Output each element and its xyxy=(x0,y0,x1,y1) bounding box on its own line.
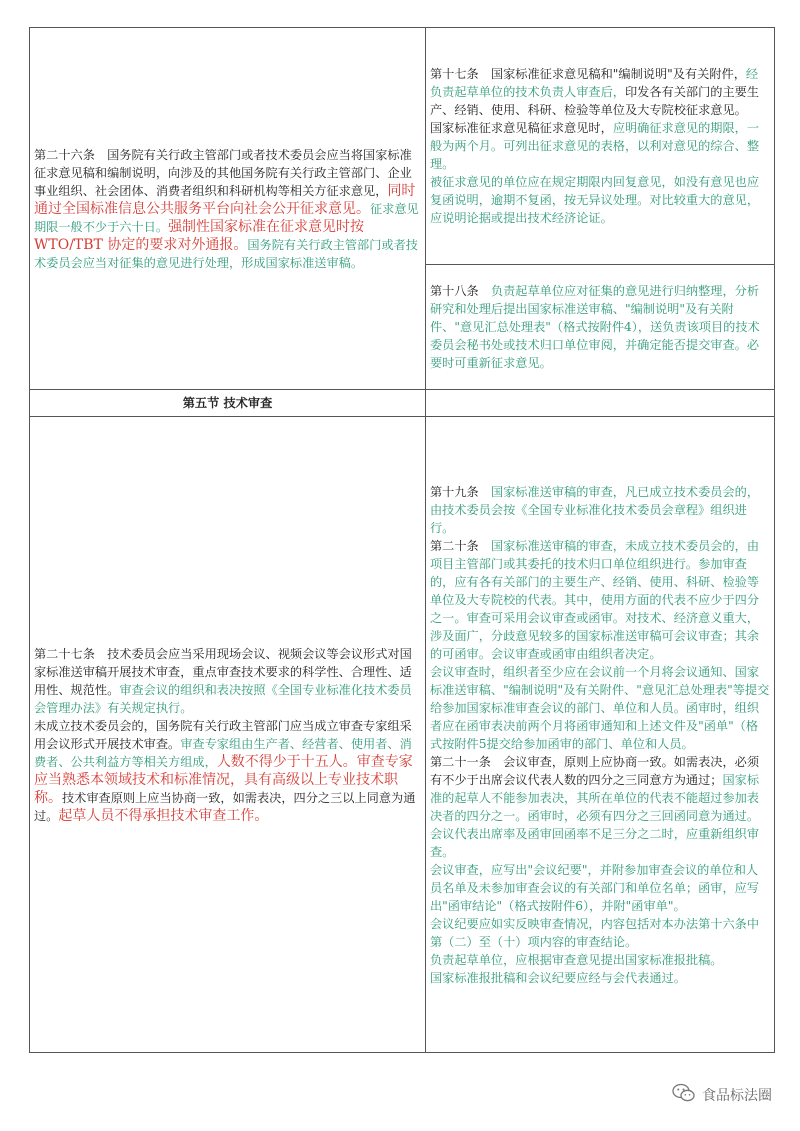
text-run: 审查专家组由生产者、经营者、使用者、消费者、公共利益方等相关方组成， xyxy=(34,736,412,769)
table-row xyxy=(30,417,775,1053)
article-21-text xyxy=(430,753,770,861)
article-17-para-3 xyxy=(430,173,770,227)
article-21-para-2 xyxy=(430,861,770,915)
article-17-para-1 xyxy=(430,65,770,119)
text-run: 第二十一条 会议审查，原则上应协商一致。如需表决，必须有不少于出席会议代表人数的四分之三同意方为通过； xyxy=(430,754,760,787)
article-18-text xyxy=(430,282,770,372)
article-26-text xyxy=(34,146,421,272)
article-21-para-3 xyxy=(430,915,770,951)
article-21-para-5 xyxy=(430,969,770,987)
text-run: 第二十条 xyxy=(430,538,491,553)
text-run: 负责起草单位应对征集的意见进行归纳整理，分析研究和处理后提出国家标准送审稿、"编制说明"及有关附件、"意见汇总处理表"（格式按附件4），送负责该项目的技术委员会秘书处或技术归口单位审阅，并确定能否提交审查。必要时可重新征求意见。 xyxy=(430,284,760,370)
text-run: 第十八条 xyxy=(430,284,491,298)
text-run: 技术审查原则上应当协商一致，如需表决，四分之三以上同意为通过。 xyxy=(34,790,416,823)
text-run: 第十七条 国家标准征求意见稿和"编制说明"及有关附件， xyxy=(430,67,746,81)
text-run: 第二十六条 国务院有关行政主管部门或者技术委员会应当将国家标准征求意见稿和编制说明，向涉及的其他国务院有关行政主管部门、企业事业组织、社会团体、消费者组织和科研机构等相关方征求意见， xyxy=(34,147,412,198)
text-run: 会议纪要应如实反映审查情况，内容包括对本办法第十六条中第（二）至（十）项内容的审查结论。 xyxy=(430,916,760,949)
text-run: 人数不得少于十五人。审查专家应当熟悉本领域技术和标准情况，具有高级以上专业技术职称。 xyxy=(34,753,413,806)
text-run: 国务院有关行政主管部门或者技术委员会应当对征集的意见进行处理，形成国家标准送审稿。 xyxy=(34,237,418,270)
text-run: 会议审查，应写出"会议纪要"，并附参加审查会议的单位和人员名单及未参加审查会议的有关部门和单位名单；函审，应写出"函审结论"（格式按附件6），并附"函审单"。 xyxy=(430,862,760,913)
article-19-text xyxy=(430,483,770,537)
table-row xyxy=(30,390,775,417)
table-row xyxy=(30,28,775,265)
text-run: 国家标准送审稿的审查，凡已成立技术委员会的，由技术委员会按《全国专业标准化技术委员会章程》组织进行。 xyxy=(430,484,760,535)
article-17-cell xyxy=(426,28,775,265)
article-21-para-4 xyxy=(430,951,770,969)
text-run: 起草人员不得承担技术审查工作。 xyxy=(58,807,269,824)
watermark xyxy=(672,1083,772,1107)
article-20-text xyxy=(430,537,770,663)
comparison-table xyxy=(29,27,775,1053)
text-run: 印发各有关部门的主要生产、经销、使用、科研、检验等单位及大专院校征求意见。 xyxy=(430,85,760,117)
article-26-cell xyxy=(30,28,426,390)
text-run: 强制性国家标准在征求意见时按 WTO/TBT 协定的要求对外通报。 xyxy=(34,218,365,253)
article-18-cell xyxy=(426,265,775,390)
article-17-para-2 xyxy=(430,119,770,173)
text-run: 审查会议的组织和表决按照《全国专业标准化技术委员会管理办法》有关规定执行。 xyxy=(34,682,412,715)
text-run: 经负责起草单位的技术负责人审查后， xyxy=(430,67,759,99)
section-5-title: 第五节 技术审查 xyxy=(30,390,426,417)
article-27-cell xyxy=(30,417,426,1053)
text-run: 国家标准报批稿和会议纪要应经与会代表通过。 xyxy=(430,970,686,985)
article-19-21-cell xyxy=(426,417,775,1053)
article-20-para-2 xyxy=(430,663,770,753)
text-run: 负责起草单位，应根据审查意见提出国家标准报批稿。 xyxy=(430,952,723,967)
text-run: 国家标准送审稿的审查，未成立技术委员会的，由项目主管部门或其委托的技术归口单位组织进行。参加审查的，应有各有关部门的主要生产、经销、使用、科研、检验等单位及大专院校的代表。其中，使用方面的代表不应少于四分之一。审查可采用会议审查或函审。对技术、经济意义重大，涉及面广，分歧意见较多的国家标准送审稿可会议审查；其余的可函审。会议审查或函审由组织者决定。 xyxy=(430,538,760,661)
text-run: 被征求意见的单位应在规定期限内回复意见，如没有意见也应复函说明，逾期不复函，按无异议处理。对比较重大的意见，应说明论据或提出技术经济论证。 xyxy=(430,175,760,225)
article-27-para-2 xyxy=(34,717,421,825)
wechat-icon xyxy=(672,1083,702,1107)
text-run: 未成立技术委员会的，国务院有关行政主管部门应当成立审查专家组采用会议形式开展技术审查。 xyxy=(34,718,412,751)
text-run: 会议审查时，组织者至少应在会议前一个月将会议通知、国家标准送审稿、"编制说明"及有关附件、"意见汇总处理表"等提交给参加国家标准审查会议的部门、单位和人员。函审时，组织者应在函审表决前两个月将函审通知和上述文件及"函单"（格式按附件5提交给参加函审的部门、单位和人员。 xyxy=(430,664,770,751)
text-run: 国家标准的起草人不能参加表决，其所在单位的代表不能超过参加表决者的四分之一。函审时，必须有四分之三回函同意为通过。会议代表出席率及函审回函率不足三分之二时，应重新组织审查。 xyxy=(430,772,760,859)
text-run: 征求意见期限一般不少于六十日。 xyxy=(34,201,419,234)
text-run: 应明确征求意见的期限，一般为两个月。可列出征求意见的表格，以利对意见的综合、整理。 xyxy=(430,121,760,171)
text-run: 第二十七条 技术委员会应当采用现场会议、视频会议等会议形式对国家标准送审稿开展技术审查，重点审查技术要求的科学性、合理性、适用性、规范性。 xyxy=(34,646,412,697)
text-run: 同时通过全国标准信息公共服务平台向社会公开征求意见。 xyxy=(34,182,416,217)
article-27-para-1 xyxy=(34,645,421,717)
watermark-text: 食品标法圈 xyxy=(702,1088,772,1104)
text-run: 国家标准征求意见稿征求意见时， xyxy=(430,121,613,135)
text-run: 第十九条 xyxy=(430,484,491,499)
empty-cell xyxy=(426,390,775,417)
